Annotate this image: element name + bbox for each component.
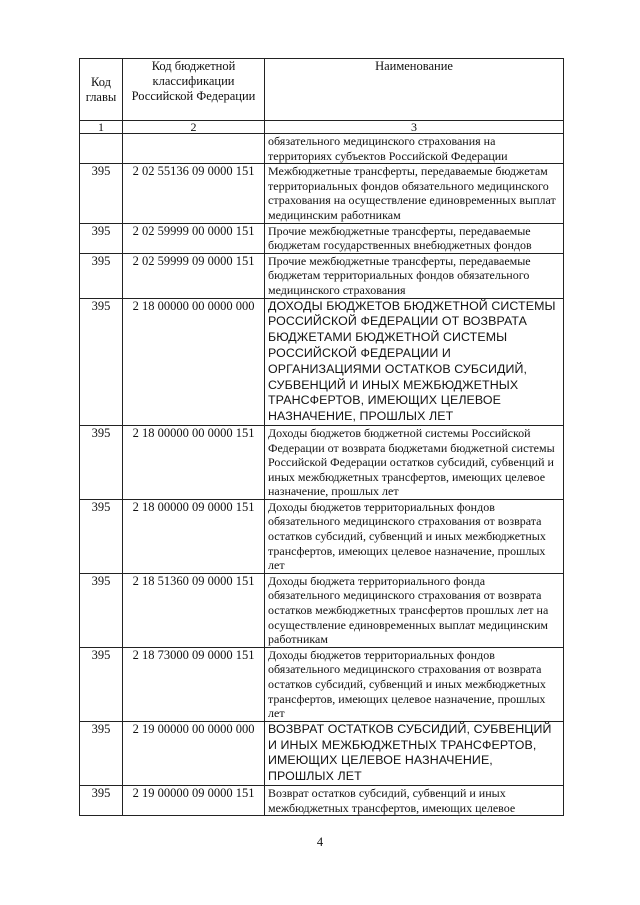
chapter-code-cell: 395 (80, 164, 123, 223)
table-row (80, 785, 564, 815)
budget-code-cell (123, 134, 265, 164)
table-body (80, 134, 564, 816)
column-number: 3 (265, 121, 564, 134)
name-cell: Возврат остатков субсидий, субвенций и иных межбюджетных трансфертов, имеющих целевое (265, 785, 564, 815)
table-row (80, 253, 564, 298)
budget-code-cell: 2 19 00000 00 0000 000 (123, 721, 265, 785)
name-cell: Прочие межбюджетные трансферты, передаваемые бюджетам территориальных фондов обязательного медицинского страхования (265, 253, 564, 298)
budget-code-cell: 2 18 00000 00 0000 000 (123, 298, 265, 425)
chapter-code-cell: 395 (80, 298, 123, 425)
table-row (80, 223, 564, 253)
page-number: 4 (316, 835, 324, 849)
chapter-code-cell: 395 (80, 499, 123, 573)
column-number-row (80, 121, 564, 134)
table-row (80, 298, 564, 425)
chapter-code-cell: 395 (80, 785, 123, 815)
budget-code-cell: 2 02 55136 09 0000 151 (123, 164, 265, 223)
chapter-code-cell: 395 (80, 573, 123, 647)
budget-code-cell: 2 02 59999 00 0000 151 (123, 223, 265, 253)
budget-code-cell: 2 18 00000 00 0000 151 (123, 425, 265, 499)
chapter-code-cell: 395 (80, 223, 123, 253)
table-row (80, 499, 564, 573)
budget-code-cell: 2 18 73000 09 0000 151 (123, 647, 265, 721)
budget-code-cell: 2 19 00000 09 0000 151 (123, 785, 265, 815)
table-row (80, 134, 564, 164)
table-row (80, 425, 564, 499)
budget-classification-table (79, 58, 564, 816)
name-cell: обязательного медицинского страхования на территориях субъектов Российской Федерации (265, 134, 564, 164)
name-cell: Доходы бюджетов бюджетной системы Российской Федерации от возврата бюджетами бюджетной системы Российской Федерации остатков субсидий, субвенций и иных межбюджетных трансфертов, имеющих целевое назначение, прошлых лет (265, 425, 564, 499)
header-budget-code: Код бюджетной классификации Российской Федерации (123, 59, 265, 121)
header-name: Наименование (265, 59, 564, 121)
table-header-row (80, 59, 564, 121)
name-cell: ВОЗВРАТ ОСТАТКОВ СУБСИДИЙ, СУБВЕНЦИЙ И ИНЫХ МЕЖБЮДЖЕТНЫХ ТРАНСФЕРТОВ, ИМЕЮЩИХ ЦЕЛЕВОЕ НАЗНАЧЕНИЕ, ПРОШЛЫХ ЛЕТ (265, 721, 564, 785)
chapter-code-cell: 395 (80, 253, 123, 298)
name-cell: Межбюджетные трансферты, передаваемые бюджетам территориальных фондов обязательного медицинского страхования на осуществление единовременных выплат медицинским работникам (265, 164, 564, 223)
budget-code-cell: 2 18 51360 09 0000 151 (123, 573, 265, 647)
name-cell: ДОХОДЫ БЮДЖЕТОВ БЮДЖЕТНОЙ СИСТЕМЫ РОССИЙСКОЙ ФЕДЕРАЦИИ ОТ ВОЗВРАТА БЮДЖЕТАМИ БЮДЖЕТНОЙ СИСТЕМЫ РОССИЙСКОЙ ФЕДЕРАЦИИ И ОРГАНИЗАЦИЯМИ ОСТАТКОВ СУБСИДИЙ, СУБВЕНЦИЙ И ИНЫХ МЕЖБЮДЖЕТНЫХ ТРАНСФЕРТОВ, ИМЕЮЩИХ ЦЕЛЕВОЕ НАЗНАЧЕНИЕ, ПРОШЛЫХ ЛЕТ (265, 298, 564, 425)
name-cell: Доходы бюджетов территориальных фондов обязательного медицинского страхования от возврата остатков субсидий, субвенций и иных межбюджетных трансфертов, имеющих целевое назначение, прошлых лет (265, 647, 564, 721)
column-number: 2 (123, 121, 265, 134)
budget-code-cell: 2 18 00000 09 0000 151 (123, 499, 265, 573)
chapter-code-cell: 395 (80, 647, 123, 721)
table-row (80, 647, 564, 721)
header-chapter-code: Код главы (80, 59, 123, 121)
name-cell: Прочие межбюджетные трансферты, передаваемые бюджетам государственных внебюджетных фондов (265, 223, 564, 253)
table-row (80, 573, 564, 647)
name-cell: Доходы бюджета территориального фонда обязательного медицинского страхования от возврата остатков межбюджетных трансфертов прошлых лет на осуществление единовременных выплат медицинским работникам (265, 573, 564, 647)
table-row (80, 721, 564, 785)
chapter-code-cell (80, 134, 123, 164)
name-cell: Доходы бюджетов территориальных фондов обязательного медицинского страхования от возврата остатков субсидий, субвенций и иных межбюджетных трансфертов, имеющих целевое назначение, прошлых лет (265, 499, 564, 573)
column-number: 1 (80, 121, 123, 134)
budget-code-cell: 2 02 59999 09 0000 151 (123, 253, 265, 298)
table-row (80, 164, 564, 223)
chapter-code-cell: 395 (80, 721, 123, 785)
chapter-code-cell: 395 (80, 425, 123, 499)
